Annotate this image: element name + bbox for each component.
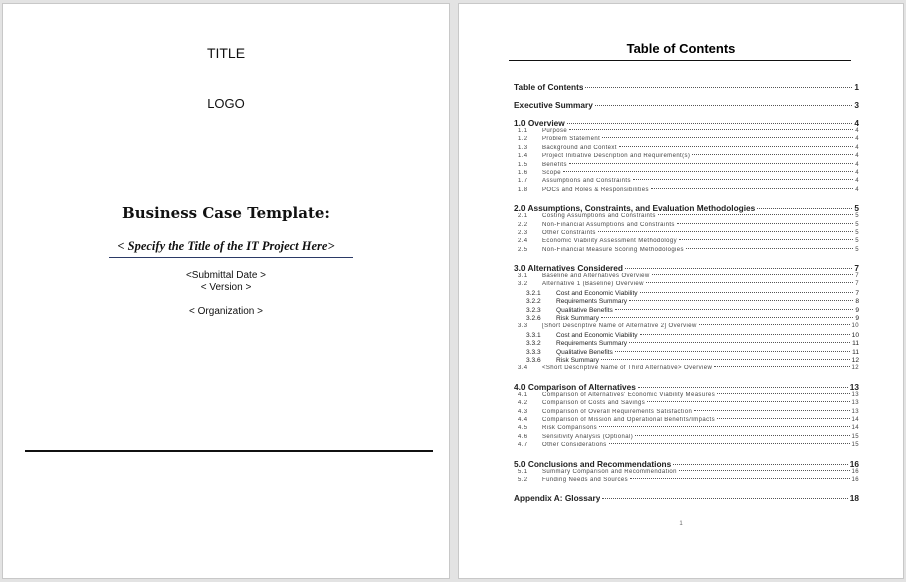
toc-entry-number: 1.1 xyxy=(518,128,528,134)
toc-entry-page: 5 xyxy=(855,221,859,228)
dot-leader xyxy=(679,239,853,240)
toc-entry[interactable] xyxy=(514,425,859,433)
toc-entry[interactable] xyxy=(514,477,859,485)
toc-entry-text: Alternative 1 (Baseline) Overview xyxy=(542,281,644,288)
toc-entry-title xyxy=(514,477,628,483)
toc-entry-number: 2.3 xyxy=(518,229,528,236)
dot-leader xyxy=(658,214,854,215)
organization: < Organization > xyxy=(189,306,263,317)
toc-entry-text: Project Initiative Description and Requirement(s) xyxy=(542,153,691,160)
toc-entry-title xyxy=(514,213,656,219)
toc-entry-title xyxy=(514,382,636,392)
toc-entry-number: 1.2 xyxy=(518,136,528,143)
toc-entry-title xyxy=(514,203,755,213)
toc-entry-page: 12 xyxy=(851,365,859,372)
toc-entry-text: Funding Needs and Sources xyxy=(542,476,629,483)
toc-entry-text: Comparison of Overall Requirements Satisfaction xyxy=(542,408,693,415)
dot-leader xyxy=(692,154,853,155)
toc-entry-page: 16 xyxy=(849,458,859,469)
toc-entry-title xyxy=(514,263,623,273)
dot-leader xyxy=(629,342,850,343)
toc-entry-text: 4.0 Comparison of Alternatives xyxy=(514,381,636,392)
cover-page xyxy=(2,3,450,579)
toc-entry-page: 7 xyxy=(855,273,859,280)
toc-entry[interactable] xyxy=(514,128,859,136)
toc-entry[interactable] xyxy=(514,315,859,323)
toc-entry-title xyxy=(514,340,627,347)
toc-entry-number: 4.1 xyxy=(518,391,528,398)
toc-entry[interactable] xyxy=(514,469,859,477)
cover-title: TITLE xyxy=(206,45,246,61)
toc-entry-text: Requirements Summary xyxy=(556,298,628,306)
dot-leader xyxy=(640,292,854,293)
toc-entry-title xyxy=(514,281,644,287)
toc-entry[interactable] xyxy=(514,459,859,469)
toc-entry-number: 1.6 xyxy=(518,169,528,176)
toc-entry-number: 1.7 xyxy=(518,178,528,185)
toc-entry-text: Assumptions and Constraints xyxy=(542,178,631,185)
toc-entry[interactable] xyxy=(514,382,859,392)
toc-entry[interactable] xyxy=(514,203,859,213)
toc-entry-page: 9 xyxy=(855,315,859,323)
toc-entry-text: 5.0 Conclusions and Recommendations xyxy=(514,458,672,469)
toc-entry-title xyxy=(514,100,593,110)
toc-entry-text: Other Constraints xyxy=(542,229,596,236)
toc-entry-number: 4.5 xyxy=(518,425,528,432)
toc-entry-title xyxy=(514,357,599,364)
toc-entry-page: 10 xyxy=(851,331,859,339)
toc-entry-number: 3.2.2 xyxy=(526,298,541,306)
version: < Version > xyxy=(200,282,252,293)
toc-entry-title xyxy=(514,128,567,134)
toc-entry-page: 4 xyxy=(855,136,859,143)
toc-entry-text: Comparison of Alternatives' Economic Viability Measures xyxy=(542,391,716,398)
toc-entry-text: Non-Financial Assumptions and Constraints xyxy=(542,221,675,228)
toc-entry-number: 3.2.3 xyxy=(526,306,541,314)
toc-entry-number: 1.5 xyxy=(518,161,528,168)
title-underline xyxy=(109,257,353,258)
toc-entry-page: 5 xyxy=(855,238,859,245)
toc-entry-page: 4 xyxy=(855,128,859,134)
toc-entry-number: 3.3.1 xyxy=(526,331,541,339)
toc-entry-number: 4.7 xyxy=(518,442,528,449)
dot-leader xyxy=(714,366,849,367)
toc-entry-text: 3.0 Alternatives Considered xyxy=(514,263,623,274)
toc-entry[interactable] xyxy=(514,145,859,153)
dot-leader xyxy=(652,274,854,275)
dot-leader xyxy=(640,334,850,335)
toc-entry-page: 3 xyxy=(854,100,859,110)
cover-logo: LOGO xyxy=(207,96,245,111)
dot-leader xyxy=(601,359,850,360)
toc-entry[interactable] xyxy=(514,118,859,128)
toc-entry[interactable] xyxy=(514,247,859,255)
toc-entry[interactable] xyxy=(514,400,859,408)
toc-entry-title xyxy=(514,332,638,339)
toc-entry-text: Problem Statement xyxy=(542,136,601,143)
toc-entry-title xyxy=(514,222,675,228)
toc-entry[interactable] xyxy=(514,153,859,161)
toc-entry-page: 1 xyxy=(854,82,859,92)
toc-entry-number: 1.3 xyxy=(518,144,528,151)
toc-entry[interactable] xyxy=(514,100,859,110)
toc-entry-text: 2.0 Assumptions, Constraints, and Evaluation Methodologies xyxy=(514,203,756,214)
toc-entry-text: Benefits xyxy=(542,161,567,168)
dot-leader xyxy=(635,435,849,436)
toc-entry-number: 3.3.6 xyxy=(526,356,541,364)
toc-entry[interactable] xyxy=(514,281,859,289)
toc-entry-number: 3.1 xyxy=(518,273,528,280)
toc-entry-page: 15 xyxy=(851,442,859,449)
toc-entry-number: 5.1 xyxy=(518,468,528,475)
toc-entry-page: 8 xyxy=(855,298,859,306)
toc-entry-number: 4.2 xyxy=(518,400,528,407)
toc-entry-title xyxy=(514,238,677,244)
toc-entry[interactable] xyxy=(514,409,859,417)
toc-entry-page: 15 xyxy=(851,433,859,440)
toc-entry[interactable] xyxy=(514,290,859,298)
toc-entry-title xyxy=(514,400,645,406)
toc-entry-text: Scope xyxy=(542,169,562,176)
toc-entry-title xyxy=(514,145,617,151)
toc-entry-number: 2.5 xyxy=(518,246,528,253)
toc-entry[interactable] xyxy=(514,263,859,273)
toc-entry-title xyxy=(514,170,561,176)
toc-entry-page: 16 xyxy=(851,476,859,483)
toc-entry-title xyxy=(514,459,671,469)
toc-entry[interactable] xyxy=(514,178,859,186)
toc-entry[interactable] xyxy=(514,357,859,365)
toc-entry-number: 1.4 xyxy=(518,153,528,160)
toc-entry-page: 10 xyxy=(851,323,859,330)
toc-entry-page: 16 xyxy=(851,468,859,475)
toc-entry[interactable] xyxy=(514,187,859,195)
toc-entry-page: 4 xyxy=(855,144,859,151)
dot-leader xyxy=(619,146,853,147)
toc-entry[interactable] xyxy=(514,392,859,400)
toc-entry-text: Sensitivity Analysis (Optional) xyxy=(542,433,634,440)
toc-entry-text: Comparison of Mission and Operational Benefits/Impacts xyxy=(542,416,716,423)
toc-entry-page: 13 xyxy=(851,391,859,398)
toc-entry-text: 1.0 Overview xyxy=(514,118,565,128)
toc-entry-text: Background and Context xyxy=(542,144,617,151)
toc-entry-text: Other Considerations xyxy=(542,442,607,449)
toc-entry-title xyxy=(514,307,613,314)
toc-entry-text: Cost and Economic Viability xyxy=(556,289,638,297)
toc-entry-page: 4 xyxy=(855,161,859,168)
toc-entry[interactable] xyxy=(514,417,859,425)
toc-entry[interactable] xyxy=(514,434,859,442)
toc-entry[interactable] xyxy=(514,493,859,503)
toc-entry-text: Risk Summary xyxy=(556,356,599,364)
toc-entry-title xyxy=(514,425,597,431)
toc-entry-number: 3.3 xyxy=(518,323,528,330)
toc-heading: Table of Contents xyxy=(626,41,736,56)
toc-entry-title xyxy=(514,392,715,398)
toc-entry-text: Qualitative Benefits xyxy=(556,348,613,356)
toc-entry-title xyxy=(514,434,633,440)
toc-entry-number: 3.2.6 xyxy=(526,315,541,323)
project-title-placeholder: < Specify the Title of the IT Project Here> xyxy=(117,239,335,253)
dot-leader xyxy=(599,426,849,427)
toc-entry-number: 2.4 xyxy=(518,238,528,245)
dot-leader xyxy=(609,443,850,444)
toc-entry-page: 4 xyxy=(855,186,859,193)
dot-leader xyxy=(673,464,848,465)
toc-entry[interactable] xyxy=(514,162,859,170)
toc-entry-text: Baseline and Alternatives Overview xyxy=(542,273,650,280)
toc-entry[interactable] xyxy=(514,82,859,92)
dot-leader xyxy=(602,498,847,499)
toc-entry-page: 7 xyxy=(854,263,859,274)
toc-entry-number: 4.6 xyxy=(518,433,528,440)
toc-entry-title xyxy=(514,349,613,356)
toc-entry-page: 5 xyxy=(855,246,859,253)
dot-leader xyxy=(569,129,853,130)
toc-entry-number: 2.1 xyxy=(518,213,528,220)
toc-entry-page: 5 xyxy=(854,203,859,214)
toc-entry[interactable] xyxy=(514,298,859,306)
toc-entry-text: Table of Contents xyxy=(514,82,584,92)
dot-leader xyxy=(567,123,853,124)
toc-entry-title xyxy=(514,315,599,322)
toc-entry[interactable] xyxy=(514,307,859,315)
dot-leader xyxy=(638,387,848,388)
toc-entry[interactable] xyxy=(514,332,859,340)
dot-leader xyxy=(686,248,853,249)
toc-entry-page: 11 xyxy=(852,348,859,356)
dot-leader xyxy=(585,87,852,88)
toc-entry-title xyxy=(514,82,583,92)
toc-entry-page: 4 xyxy=(855,178,859,185)
page-number: 1 xyxy=(679,521,683,527)
toc-entry-title xyxy=(514,162,567,168)
toc-entry-page: 13 xyxy=(851,400,859,407)
toc-entry-title xyxy=(514,247,684,253)
toc-entry-text: Cost and Economic Viability xyxy=(556,331,638,339)
toc-entry-title xyxy=(514,230,596,236)
toc-entry-title xyxy=(514,273,650,279)
dot-leader xyxy=(699,324,850,325)
toc-entry-title xyxy=(514,493,600,503)
toc-entry-page: 7 xyxy=(855,289,859,297)
toc-entry-page: 14 xyxy=(851,416,859,423)
toc-entry-title xyxy=(514,136,600,142)
toc-entry-text: Summary Comparison and Recommendation xyxy=(542,468,677,475)
toc-entry-page: 5 xyxy=(855,213,859,220)
toc-entry-title xyxy=(514,178,631,184)
dot-leader xyxy=(757,208,852,209)
dot-leader xyxy=(563,171,853,172)
toc-entry-title xyxy=(514,323,697,329)
toc-entry[interactable] xyxy=(514,273,859,281)
dot-leader xyxy=(694,410,849,411)
dot-leader xyxy=(629,300,853,301)
toc-entry[interactable] xyxy=(514,365,859,373)
toc-entry-title xyxy=(514,442,607,448)
toc-entry-page: 7 xyxy=(855,281,859,288)
toc-entry-text: [Short Descriptive Name of Alternative 2] Overview xyxy=(542,323,697,330)
toc-entry-title xyxy=(514,118,565,128)
toc-entry[interactable] xyxy=(514,442,859,450)
toc-entry-title xyxy=(514,417,715,423)
dot-leader xyxy=(625,268,852,269)
dot-leader xyxy=(717,418,850,419)
toc-entry-text: Risk Comparisons xyxy=(542,425,598,432)
toc-entry-text: Costing Assumptions and Constraints xyxy=(542,213,656,220)
toc-entry-title xyxy=(514,298,627,305)
dot-leader xyxy=(647,401,849,402)
toc-entry[interactable] xyxy=(514,170,859,178)
toc-entry-title xyxy=(514,365,712,371)
toc-entry-text: Non-Financial Measure Scoring Methodologies xyxy=(542,246,684,253)
toc-entry-title xyxy=(514,290,638,297)
toc-entry-text: Comparison of Costs and Savings xyxy=(542,400,646,407)
toc-entry[interactable] xyxy=(514,349,859,357)
toc-entry-page: 13 xyxy=(851,408,859,415)
dot-leader xyxy=(633,179,853,180)
toc-entry-number: 3.3.3 xyxy=(526,348,541,356)
toc-entry[interactable] xyxy=(514,340,859,348)
toc-entry-text: POCs and Roles & Responsibilities xyxy=(542,186,649,193)
dot-leader xyxy=(569,163,853,164)
toc-entry-page: 9 xyxy=(855,306,859,314)
dot-leader xyxy=(598,231,853,232)
toc-entry-number: 3.2 xyxy=(518,281,528,288)
toc-entry-title xyxy=(514,409,692,415)
toc-entry-page: 4 xyxy=(854,118,859,128)
dot-leader xyxy=(717,393,849,394)
toc-list xyxy=(514,82,859,503)
toc-entry-title xyxy=(514,187,649,193)
toc-entry-page: 5 xyxy=(855,229,859,236)
toc-entry-text: Risk Summary xyxy=(556,315,599,323)
toc-entry-text: Requirements Summary xyxy=(556,340,628,348)
toc-entry-text: <Short Descriptive Name of Third Alternative> Overview xyxy=(542,365,713,372)
dot-leader xyxy=(646,282,853,283)
toc-entry-text: Appendix A: Glossary xyxy=(514,493,601,504)
dot-leader xyxy=(630,478,849,479)
dot-leader xyxy=(601,317,853,318)
toc-entry[interactable] xyxy=(514,222,859,230)
toc-entry-text: Qualitative Benefits xyxy=(556,306,613,314)
divider xyxy=(25,450,433,452)
toc-entry[interactable] xyxy=(514,323,859,331)
dot-leader xyxy=(677,223,853,224)
toc-entry-text: Purpose xyxy=(542,128,568,134)
toc-page xyxy=(458,3,904,579)
toc-entry-number: 3.4 xyxy=(518,365,528,372)
toc-entry-page: 18 xyxy=(849,493,859,504)
document-heading: Business Case Template: xyxy=(122,204,330,222)
toc-entry-number: 2.2 xyxy=(518,221,528,228)
toc-entry[interactable] xyxy=(514,230,859,238)
toc-entry-page: 12 xyxy=(851,356,859,364)
toc-entry-number: 5.2 xyxy=(518,476,528,483)
toc-entry-text: Executive Summary xyxy=(514,100,593,110)
dot-leader xyxy=(602,137,853,138)
toc-entry-number: 4.3 xyxy=(518,408,528,415)
toc-entry[interactable] xyxy=(514,238,859,246)
dot-leader xyxy=(615,351,850,352)
toc-heading-rule xyxy=(509,60,851,61)
toc-entry-page: 14 xyxy=(851,425,859,432)
toc-entry-number: 4.4 xyxy=(518,416,528,423)
dot-leader xyxy=(679,470,850,471)
toc-entry[interactable] xyxy=(514,213,859,221)
toc-entry-page: 11 xyxy=(852,340,859,348)
toc-entry-page: 4 xyxy=(855,153,859,160)
dot-leader xyxy=(651,188,853,189)
toc-entry-title xyxy=(514,153,690,159)
dot-leader xyxy=(615,309,854,310)
toc-entry-page: 4 xyxy=(855,169,859,176)
toc-entry-text: Economic Viability Assessment Methodology xyxy=(542,238,678,245)
toc-entry-page: 13 xyxy=(849,381,859,392)
toc-entry-title xyxy=(514,469,677,475)
toc-entry[interactable] xyxy=(514,136,859,144)
toc-entry-number: 1.8 xyxy=(518,186,528,193)
submittal-date: <Submittal Date > xyxy=(185,270,267,281)
dot-leader xyxy=(595,105,853,106)
toc-entry-number: 3.2.1 xyxy=(526,289,541,297)
toc-entry-number: 3.3.2 xyxy=(526,340,541,348)
